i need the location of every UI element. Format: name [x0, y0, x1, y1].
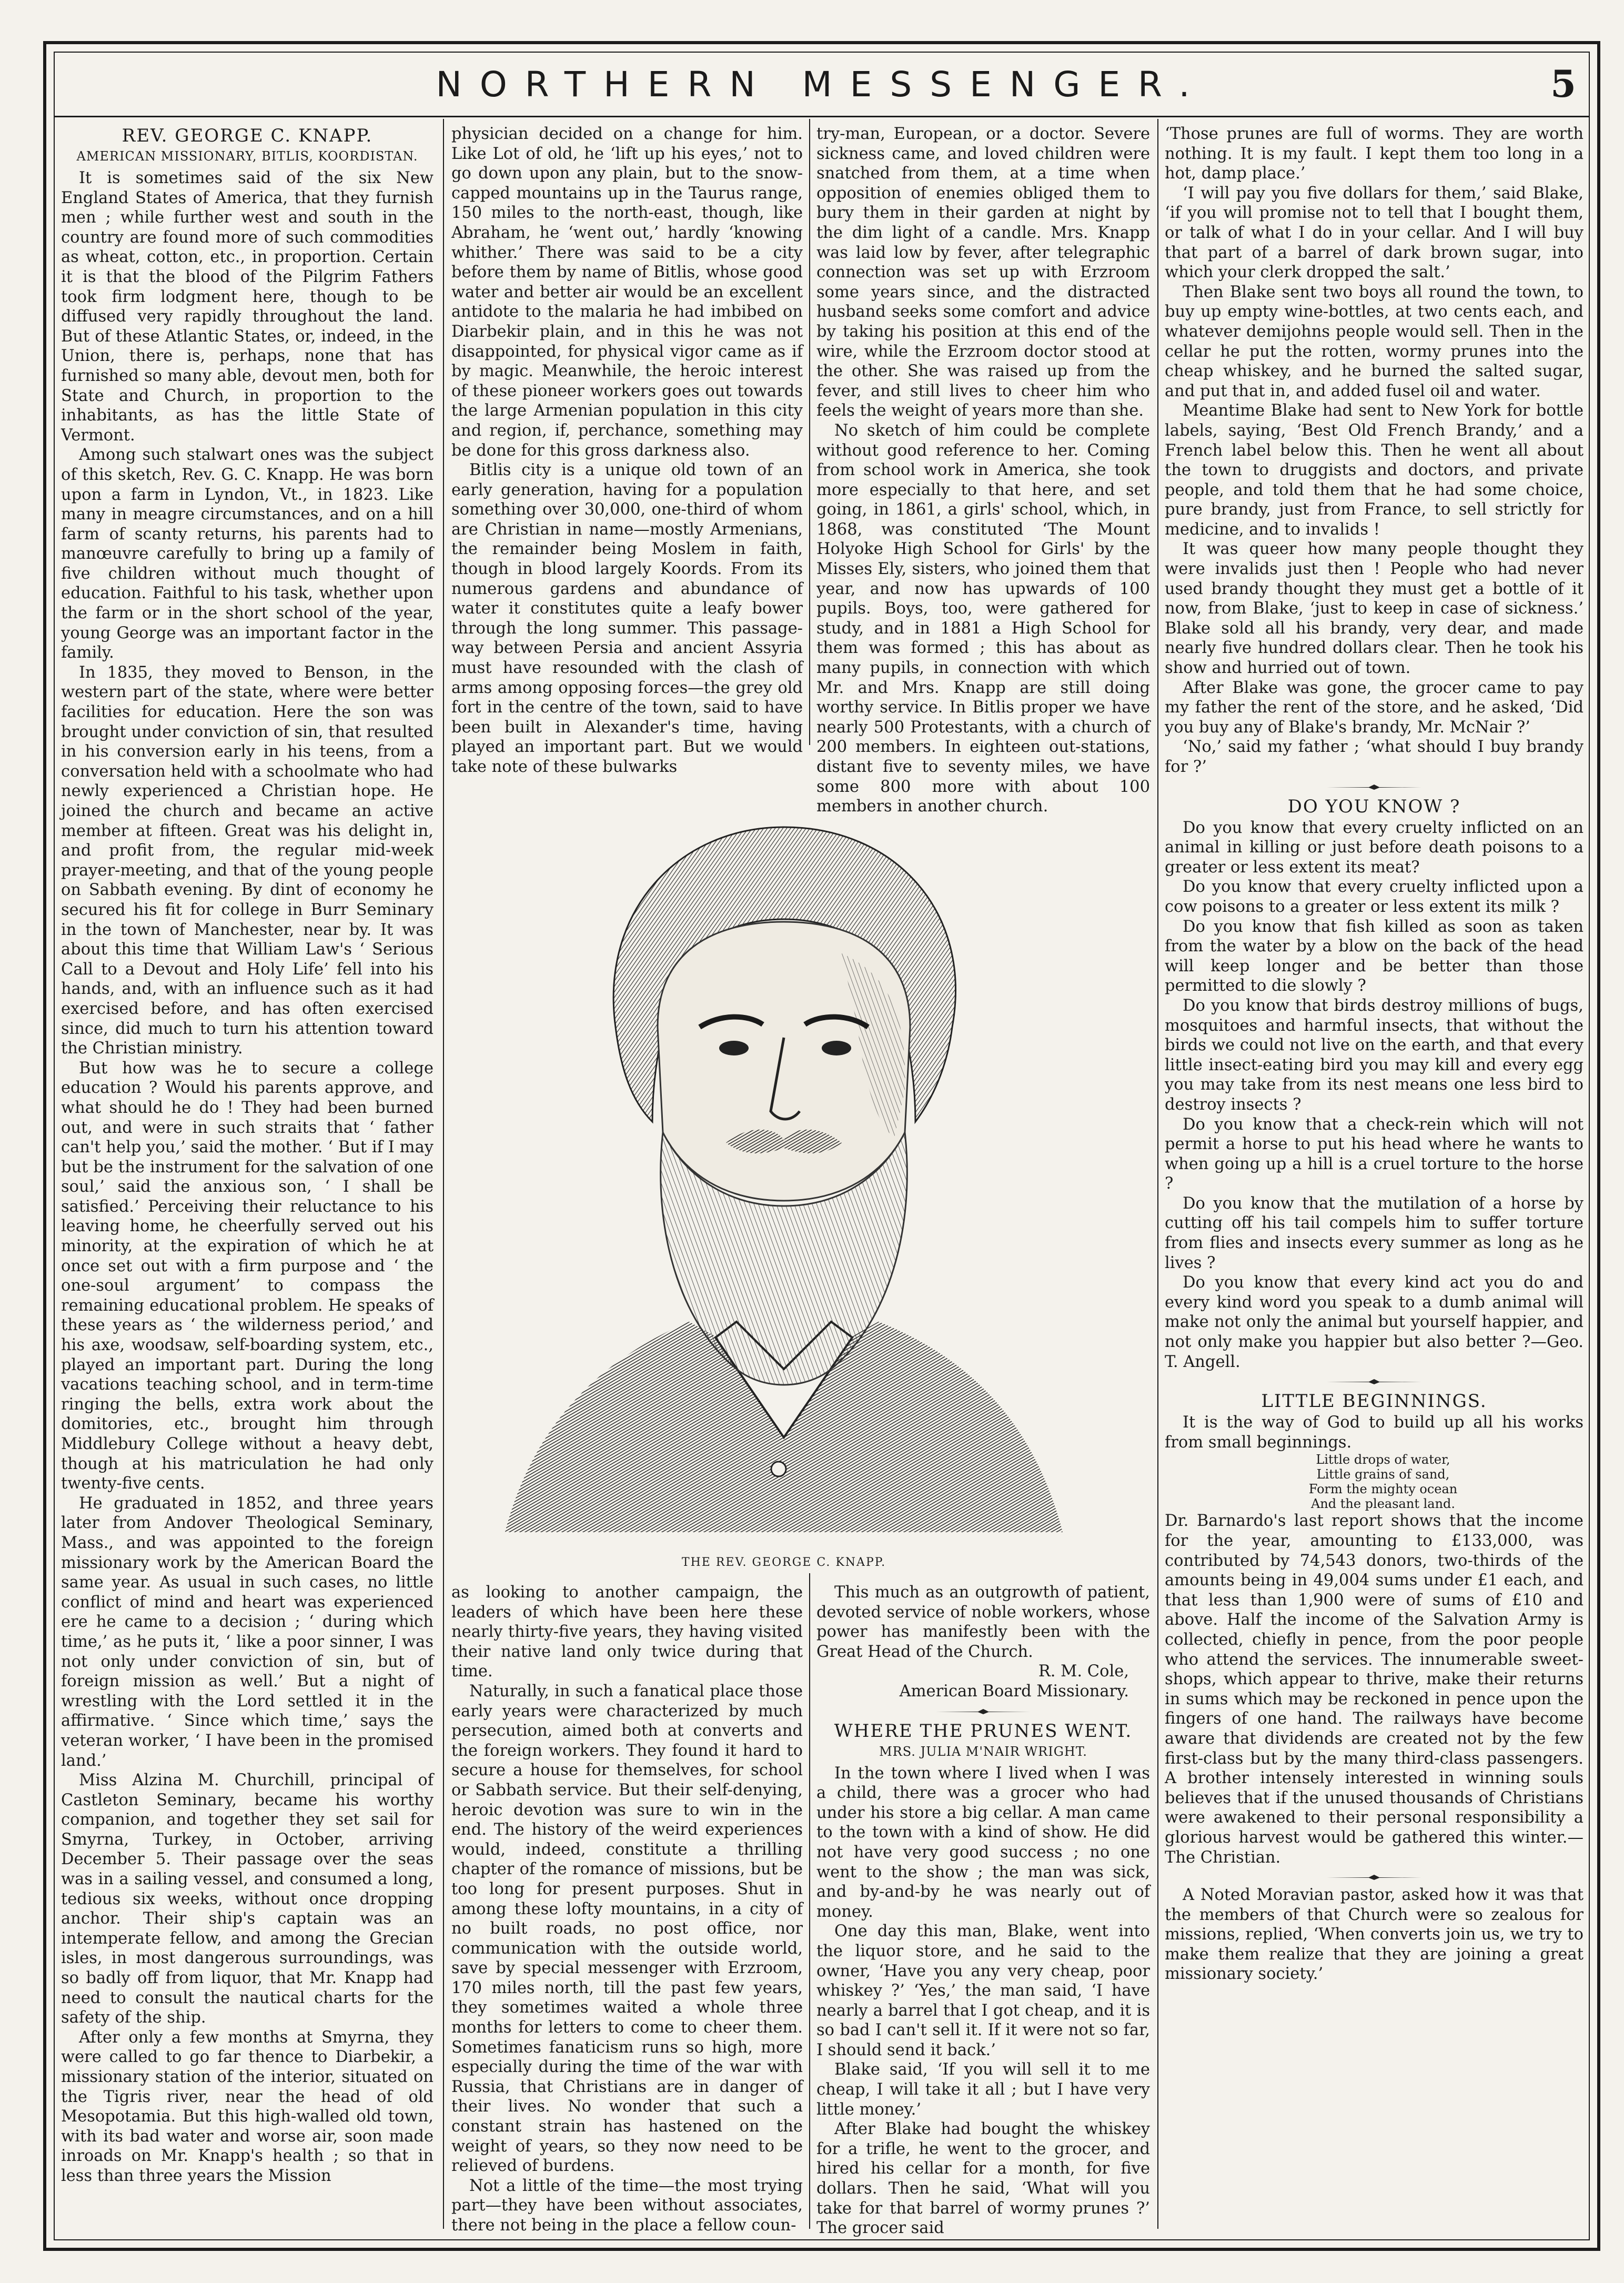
- paragraph: Dr. Barnardo's last report shows that the income for the year, amounting to £133,000, was contributed by 74,543 donors, two-thirds of the amounts being in 49,004 sums under £1 each, and that less than 1,900 were of sums of £10 and above. Half the income of the Salvation Army is collected, chiefly in pence, from the poor people who attend the services. The innumerable sweet-shops, which appear to thrive, make their returns in sums which may be reckoned in pence upon the fingers of one hand. The railways have become aware that dividends are created not by the few first-class but by the many third-class passengers. A brother intensely interested in winning souls believes that if the unused thousands of Christians were awakened to their personal responsibility a glorious harvest would be gathered this winter.—The Christian.: [1165, 1512, 1583, 1867]
- paragraph: In the town where I lived when I was a child, there was a grocer who had under his store a big cellar. A man came to the town with a kind of show. He did not have very good success ; no one went to the show ; the man was sick, and by-and-by he was nearly out of money.: [816, 1764, 1150, 1921]
- page-number: 5: [1550, 62, 1576, 106]
- section-separator: [936, 1709, 1031, 1714]
- paragraph: ‘No,’ said my father ; ‘what should I buy brandy for ?’: [1165, 738, 1583, 776]
- signature-name: R. M. Cole,: [1038, 1662, 1129, 1681]
- poem-line: Little drops of water,: [1316, 1452, 1450, 1467]
- signature-role: American Board Missionary.: [899, 1682, 1129, 1701]
- paragraph: Do you know that every cruelty inflicted on an animal in killing or just before death poisons to a greater or less extent its meat?: [1165, 818, 1583, 877]
- paragraph: Blake said, ‘If you will sell it to me cheap, I will take it all ; but I have very little money.’: [816, 2060, 1150, 2119]
- paragraph: Miss Alzina M. Churchill, principal of Castleton Seminary, became his worthy companion, and together they set sail for Smyrna, Turkey, in October, arriving December 5. Their passage over the seas was in a sailing vessel, and consumed a long, tedious six weeks, without once dropping anchor. Their ship's captain was an intemperate fellow, and among the Grecian isles, in most dangerous surroundings, was so badly off from liquor, that Mr. Knapp had need to consult the nautical charts for the safety of the ship.: [61, 1771, 433, 2027]
- poem-line: Form the mighty ocean: [1308, 1482, 1458, 1497]
- paragraph: It was queer how many people thought they were invalids just then ! People who had never used brandy thought they must get a bottle of it now, from Blake, ‘just to keep in case of sickness.’ Blake sold all his brandy, very dear, and made nearly five hundred dollars clear. Then he took his show and hurried out of town.: [1165, 540, 1583, 678]
- column-3-top: [816, 124, 1150, 816]
- paragraph: After only a few months at Smyrna, they were called to go far thence to Diarbekir, a missionary station of the interior, situated on the Tigris river, near the head of old Mesopotamia. But this high-walled old town, with its bad water and worse air, soon made inroads on Mr. Knapp's health ; so that in less than three years the Mission: [61, 2028, 433, 2185]
- paragraph: In 1835, they moved to Benson, in the western part of the state, where were better facilities for education. Here the son was brought under conviction of sin, that resulted in his conversion early in his teens, from a conversation held with a schoolmate who had newly experienced a Christian hope. He joined the church and became an active member at fifteen. Great was his delight in, and profit from, the regular mid-week prayer-meeting, and that of the young people on Sabbath evening. By dint of economy he secured his fit for college in Burr Seminary in the town of Manchester, near by. It was about this time that William Law's ‘ Serious Call to a Devout and Holy Life’ fell into his hands, and, with an influence such as it had exercised before, and has often exercised since, did much to turn his attention toward the Christian ministry.: [61, 663, 433, 1058]
- portrait-engraving: [442, 753, 1126, 1553]
- paragraph: Do you know that fish killed as soon as taken from the water by a blow on the back of the head will keep longer and be better than those permitted to die slowly ?: [1165, 917, 1583, 995]
- paragraph: Do you know that every kind act you do and every kind word you speak to a dumb animal will make not only the animal but yourself happier, and not only make you happier but also better ?—Geo. T. Angell.: [1165, 1273, 1583, 1371]
- paragraph: It is sometimes said of the six New England States of America, that they furnish men ; while further west and south in the country are found more of such commodities as wheat, cotton, etc., in proportion. Certain it is that the blood of the Pilgrim Fathers took firm lodgment here, though to be diffused very rapidly throughout the land. But of these Atlantic States, or, indeed, in the Union, there is, perhaps, none that has furnished so many able, devout men, both for State and Church, in proportion to the inhabitants, as has the little State of Vermont.: [61, 169, 433, 445]
- masthead: [54, 59, 1590, 117]
- article-byline-prunes: MRS. JULIA M'NAIR WRIGHT.: [879, 1744, 1087, 1759]
- paragraph: He graduated in 1852, and three years later from Andover Theological Seminary, Mass., and was appointed to the foreign missionary work by the American Board the same year. As usual in such cases, no little conflict of mind and heart was experienced ere he came to a decision ; ‘ during which time,’ as he puts it, ‘ like a poor sinner, I was not only under conviction of sin, but of foreign mission as well.’ But a night of wrestling with the Lord settled it in the affirmative. ‘ Since which time,’ says the veteran worker, ‘ I have been in the promised land.’: [61, 1494, 433, 1770]
- paragraph: Do you know that every cruelty inflicted upon a cow poisons to a greater or less extent its milk ?: [1165, 878, 1583, 916]
- poem-line: Little grains of sand,: [1316, 1467, 1450, 1482]
- paragraph: Bitlis city is a unique old town of an early generation, having for a population something over 30,000, one-third of whom are Christian in name—mostly Armenians, the remainder being Moslem in faith, though in blood largely Koords. From its numerous gardens and abundance of water it constitutes quite a leafy bower through the long summer. This passage-way between Persia and ancient Assyria must have resounded with the clash of arms among opposing forces—the grey old fort in the centre of the town, said to have been built in Alexander's time, having played an important part. But we would take note of these bulwarks: [451, 461, 803, 776]
- paragraph: Do you know that a check-rein which will not permit a horse to put his head where he wants to when going up a hill is a cruel torture to the horse ?: [1165, 1115, 1583, 1193]
- paragraph: This much as an outgrowth of patient, devoted service of noble workers, whose power has manifestly been with the Great Head of the Church.: [816, 1583, 1150, 1661]
- masthead-title: NORTHERN MESSENGER.: [436, 64, 1208, 105]
- paragraph: One day this man, Blake, went into the liquor store, and he said to the owner, ‘Have you any very cheap, poor whiskey ?’ ‘Yes,’ the man said, ‘I have nearly a barrel that I got cheap, and it is so bad I can't sell it. If it were not so far, I should send it back.’: [816, 1922, 1150, 2059]
- poem-line: And the pleasant land.: [1310, 1496, 1456, 1512]
- paragraph: Meantime Blake had sent to New York for bottle labels, saying, ‘Best Old French Brandy,’ and a French label below this. Then he went all about the town to druggists and doctors, and private people, and told them that he had some choice, pure brandy, just from France, to sell strictly for medicine, and to invalids !: [1165, 401, 1583, 539]
- paragraph: Then Blake sent two boys all round the town, to buy up empty wine-bottles, at two cents each, and whatever demijohns people would sell. Then in the cellar he put the rotten, wormy prunes into the cheap whiskey, and he burned the salted sugar, and put that in, and added fusel oil and water.: [1165, 283, 1583, 400]
- paragraph: Do you know that birds destroy millions of bugs, mosquitoes and harmful insects, that without the birds we could not live on the earth, and that every little insect-eating bird you may kill and every egg you may take from its nest means one less bird to destroy insects ?: [1165, 996, 1583, 1114]
- section-separator: [1327, 785, 1421, 790]
- column-2-bottom: [451, 1583, 803, 2233]
- column-1: [61, 124, 433, 2234]
- paragraph: physician decided on a change for him. Like Lot of old, he ‘lift up his eyes,’ not to go down upon any plain, but to the snow-capped mountains up in the Taurus range, 150 miles to the north-east, though, like Abraham, he ‘went out,’ hardly ‘knowing whither.’ There was said to be a city before them by name of Bitlis, whose good water and better air would be an excellent antidote to the malaria he had imbibed on Diarbekir plain, and in this he was not disappointed, for physical vigor came as if by magic. Meanwhile, the heroic interest of these pioneer workers goes out towards the large Armenian population in this city and region, if, perchance, something may be done for this gross darkness also.: [451, 125, 803, 460]
- article-title-know: DO YOU KNOW ?: [1287, 796, 1461, 817]
- article-title-knapp: REV. GEORGE C. KNAPP.: [122, 125, 373, 146]
- paragraph: Naturally, in such a fanatical place those early years were characterized by much persecution, aimed both at converts and the foreign workers. They found it hard to secure a house for themselves, for school or Sabbath service. But their self-denying, heroic devotion was sure to win in the end. The history of the weird experiences would, indeed, constitute a thrilling chapter of the romance of missions, but be too long for present purposes. Shut in among these lofty mountains, in a city of no built roads, no post office, nor communication with the outside world, save by special messenger with Erzroom, 170 miles north, till the past few years, they sometimes waited a whole three months for letters to come to cheer them. Sometimes fanaticism runs so high, more especially during the time of the war with Russia, that Christians are in danger of their lives. No wonder that such a constant strain has hastened on the weight of years, so they now need to be relieved of burdens.: [451, 1682, 803, 2176]
- section-separator: [1327, 1379, 1421, 1384]
- paragraph: ‘I will pay you five dollars for them,’ said Blake, ‘if you will promise not to tell that I bought them, or talk of what I do in your cellar. And I will buy that part of a barrel of dark brown sugar, into which your clerk dropped the salt.’: [1165, 184, 1583, 282]
- column-3-bottom: [816, 1583, 1150, 2238]
- column-rule: [809, 1573, 810, 2229]
- paragraph: No sketch of him could be complete without good reference to her. Coming from school work in America, she took more especially to that here, and set going, in 1861, a girls' school, which, in 1868, was constituted ‘The Mount Holyoke High School for Girls' by the Misses Ely, sisters, who joined them that year, and now has upwards of 100 pupils. Boys, too, were gathered for study, and in 1881 a High School for them was formed ; this has about as many pupils, in connection with which Mr. and Mrs. Knapp are still doing worthy service. In Bitlis proper we have nearly 500 Protestants, with a church of 200 members. In eighteen out-stations, distant five to seventy miles, we have some 800 more with about 100 members in another church.: [816, 421, 1150, 816]
- paragraph: Not a little of the time—the most trying part—they have been without associates, there not being in the place a fellow coun-: [451, 2176, 803, 2235]
- paragraph: as looking to another campaign, the leaders of which have been here these nearly thirty-five years, they having visited their native land only twice during that time.: [451, 1583, 803, 1681]
- paragraph: But how was he to secure a college education ? Would his parents approve, and what should he do ! They had been burned out, and were in such straits that ‘ father can't help you,’ said the mother. ‘ But if I may but be the instrument for the salvation of one soul,’ said the anxious son, ‘ I shall be satisfied.’ Perceiving their reluctance to his leaving home, he cheerfully served out his minority, at the expiration of which he at once set out with a firm purpose and ‘ the one-soul argument’ to compass the remaining educational problem. He speaks of these years as ‘ the wilderness period,’ and his axe, woodsaw, self-boarding system, etc., played an important part. During the long vacations teaching school, and in term-time ringing the bells, extra work about the domitories, etc., brought him through Middlebury College without a heavy debt, though at his matriculation he had only twenty-five cents.: [61, 1059, 433, 1493]
- paragraph: It is the way of God to build up all his works from small beginnings.: [1165, 1413, 1583, 1452]
- column-4: [1165, 124, 1583, 2234]
- paragraph: try-man, European, or a doctor. Severe sickness came, and loved children were snatched from them, at a time when opposition of enemies obliged them to bury them in their garden at night by the dim light of a candle. Mrs. Knapp was laid low by fever, after telegraphic connection was set up with Erzroom some years since, and the distracted husband seeks some comfort and advice by taking his position at this end of the wire, while the Erzroom doctor stood at the other. She was raised up from the fever, and still lives to cheer him who feels the weight of years more than she.: [816, 125, 1150, 420]
- column-rule: [809, 119, 810, 745]
- paragraph: A Noted Moravian pastor, asked how it was that the members of that Church were so zealous for missions, replied, ‘When converts join us, we try to make them realize that they are joining a great missionary society.’: [1165, 1886, 1583, 1984]
- paragraph: Do you know that the mutilation of a horse by cutting off his tail compels him to suffer torture from flies and insects every summer as long as he lives ?: [1165, 1194, 1583, 1272]
- paragraph: After Blake had bought the whiskey for a trifle, he went to the grocer, and hired his cellar for a month, for five dollars. Then he said, ‘What will you take for that barrel of wormy prunes ?’ The grocer said: [816, 2120, 1150, 2238]
- paragraph: After Blake was gone, the grocer came to pay my father the rent of the store, and he asked, ‘Did you buy any of Blake's brandy, Mr. McNair ?’: [1165, 678, 1583, 737]
- paragraph: Among such stalwart ones was the subject of this sketch, Rev. G. C. Knapp. He was born upon a farm in Lyndon, Vt., in 1823. Like many in meagre circumstances, and on a hill farm of scanty returns, his parents had to manœuvre carefully to bring up a family of five children without much thought of education. Faithful to his task, whether upon the farm or in the short school of the year, young George was an important factor in the family.: [61, 446, 433, 662]
- portrait-caption: THE REV. GEORGE C. KNAPP.: [681, 1556, 886, 1569]
- section-separator: [1327, 1875, 1421, 1880]
- column-2-top: [451, 124, 803, 776]
- column-rule: [1157, 119, 1158, 2229]
- article-title-little: LITTLE BEGINNINGS.: [1261, 1391, 1487, 1412]
- article-title-prunes: WHERE THE PRUNES WENT.: [834, 1720, 1133, 1742]
- article-subtitle-knapp: AMERICAN MISSIONARY, BITLIS, KOORDISTAN.: [76, 149, 418, 164]
- paragraph: ‘Those prunes are full of worms. They are worth nothing. It is my fault. I kept them too long in a hot, damp place.’: [1165, 125, 1583, 183]
